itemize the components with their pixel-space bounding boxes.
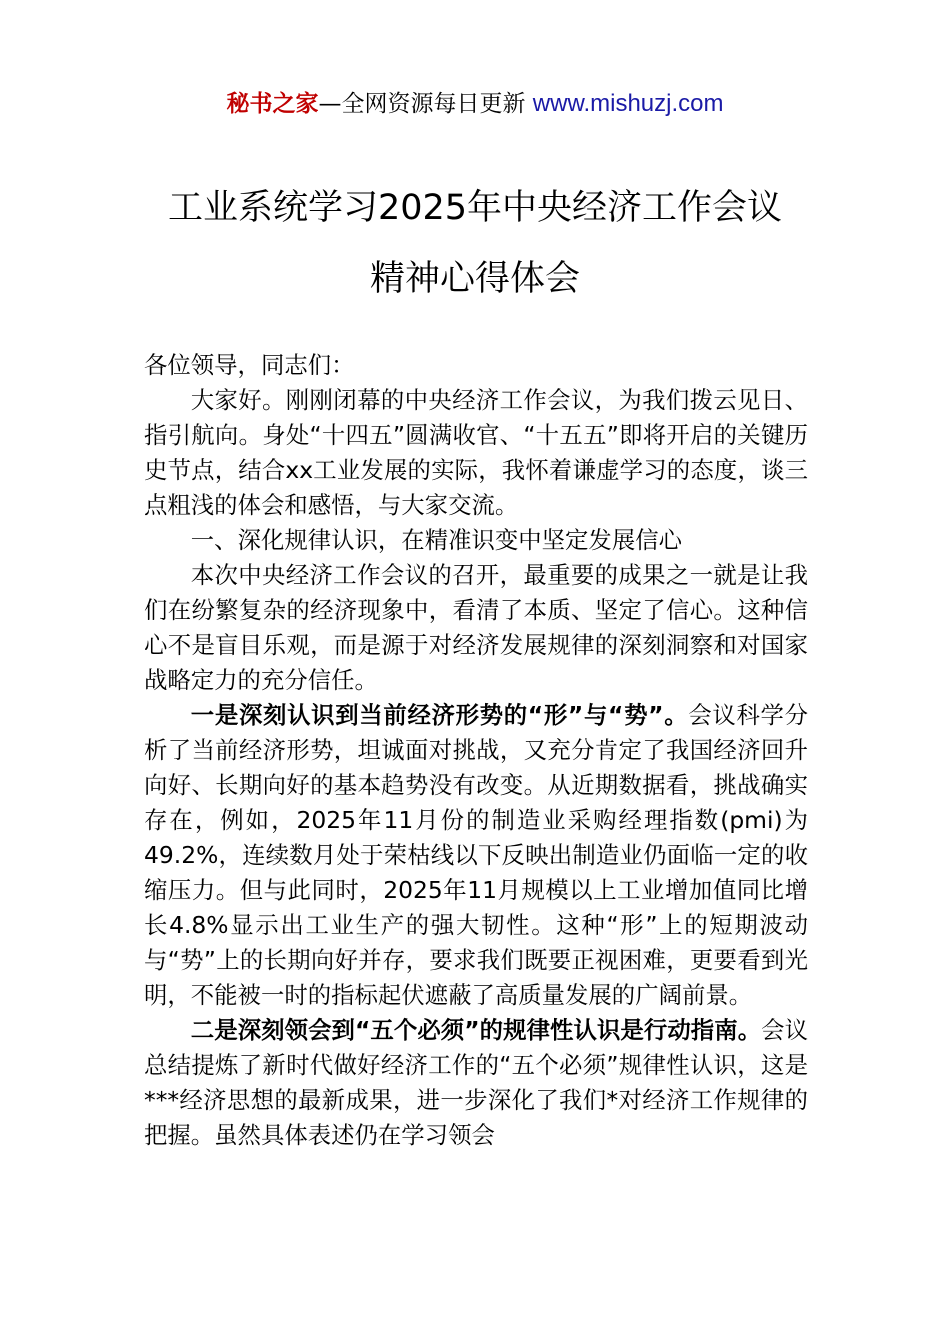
brand-url-link[interactable]: www.mishuzj.com — [532, 90, 724, 117]
point-2-heading: 二是深刻领会到“五个必须”的规律性认识是行动指南。 — [190, 1016, 762, 1044]
section-1-heading: 一、深化规律认识，在精准识变中坚定发展信心 — [190, 526, 682, 554]
section-1-paragraph-1: 本次中央经济工作会议的召开，最重要的成果之一就是让我们在纷繁复杂的经济现象中，看清了本质、坚定了信心。这种信心不是盲目乐观，而是源于对经济发展规律的深刻洞察和对国家战略定力的充分信任。 — [144, 561, 808, 694]
salutation: 各位领导，同志们： — [144, 351, 355, 379]
point-2-paragraph — [144, 1013, 808, 1153]
document-title-line-2: 精神心得体会 — [369, 259, 580, 299]
point-1-paragraph — [144, 698, 808, 1013]
document-title-line-1: 工业系统学习2025年中央经济工作会议 — [167, 188, 783, 228]
brand-name: 秘书之家 — [226, 91, 319, 117]
brand-tagline: —全网资源每日更新 — [318, 91, 526, 117]
point-1-text: 会议科学分析了当前经济形势，坦诚面对挑战，又充分肯定了我国经济回升向好、长期向好的基本趋势没有改变。从近期数据看，挑战确实存在，例如，2025年11月份的制造业采购经理指数(pmi)为49.2%，连续数月处于荣枯线以下反映出制造业仍面临一定的收缩压力。但与此同时，2025年11月规模以上工业增加值同比增长4.8%显示出工业生产的强大韧性。这种“形”上的短期波动与“势”上的长期向好并存，要求我们既要正视困难，更要看到光明，不能被一时的指标起伏遮蔽了高质量发展的广阔前景。 — [144, 701, 808, 1009]
point-2-text: 会议总结提炼了新时代做好经济工作的“五个必须”规律性认识，这是***经济思想的最新成果，进一步深化了我们*对经济工作规律的把握。虽然具体表述仍在学习领会 — [144, 1016, 809, 1149]
document-body — [144, 348, 808, 1153]
intro-paragraph: 大家好。刚刚闭幕的中央经济工作会议，为我们拨云见日、指引航向。身处“十四五”圆满收官、“十五五”即将开启的关键历史节点，结合xx工业发展的实际，我怀着谦虚学习的态度，谈三点粗浅的体会和感悟，与大家交流。 — [144, 386, 808, 519]
site-banner — [0, 88, 950, 120]
point-1-heading: 一是深刻认识到当前经济形势的“形”与“势”。 — [190, 701, 689, 729]
